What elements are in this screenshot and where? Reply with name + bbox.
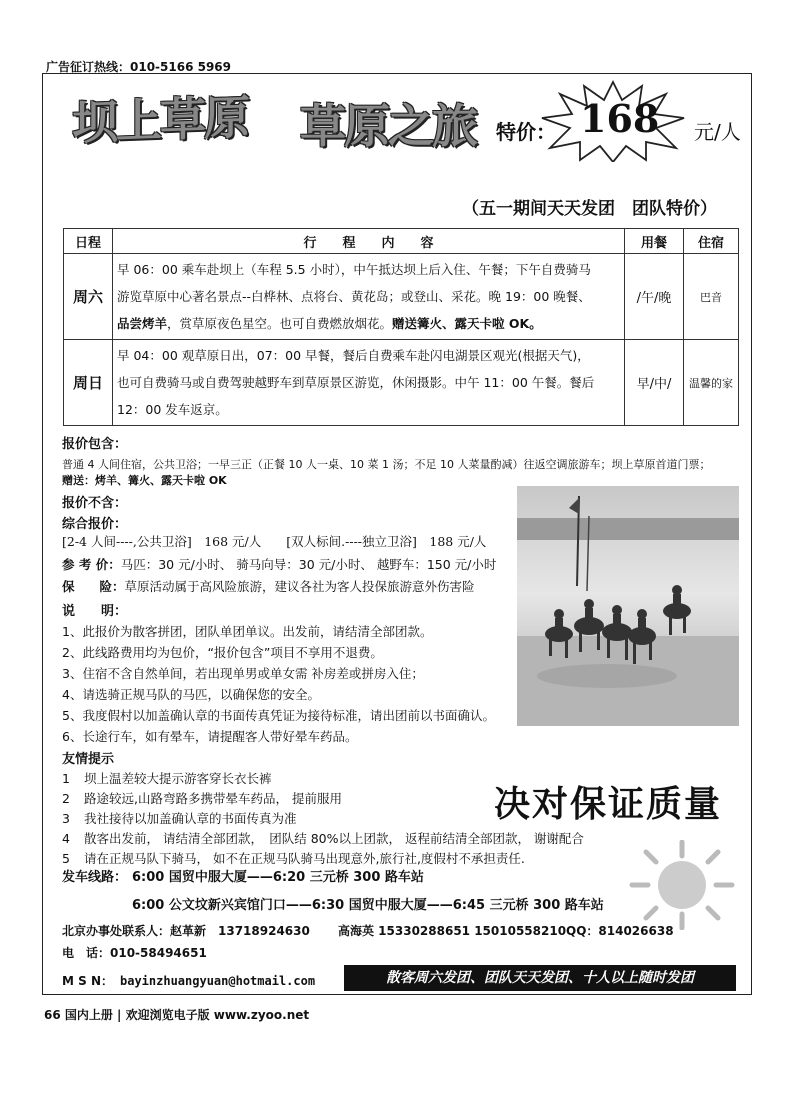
include-text: 普通 4 人间住宿，公共卫浴；一早三正（正餐 10 人一桌、10 菜 1 汤；不足 10 人菜量酌减）往返空调旅游车；坝上草原首道门票；	[62, 458, 711, 471]
insurance	[62, 577, 475, 595]
departure-heading: 发车线路：	[62, 870, 128, 885]
saturday-stay: 巴音	[684, 254, 739, 340]
itinerary-table	[63, 228, 739, 426]
contact-qq: QQ：814026638	[566, 924, 674, 938]
exclude-heading: 报价不含：	[62, 496, 128, 511]
insurance-text: 草原活动属于高风险旅游，建议各社为客人投保旅游意外伤害险	[124, 579, 475, 594]
list-item: 3、住宿不含自然单间，若出现单男或单女需 补房差或拼房入住；	[62, 666, 424, 681]
day-saturday: 周六	[64, 254, 113, 340]
sunday-content	[113, 340, 625, 426]
highlight-bbq: 品尝烤羊	[117, 316, 168, 331]
ref-price	[62, 555, 496, 573]
tip-text: 请在正规马队下骑马， 如不在正规马队骑马出现意外,旅行社,度假村不承担责任.	[84, 851, 525, 866]
content-line: 游览草原中心著名景点--白桦林、点将台、黄花岛；或登山、采花。晚 19：00 晚餐、	[117, 289, 591, 304]
contact-office: 北京办事处联系人：赵革新 13718924630	[62, 924, 310, 938]
tip-number: 3	[62, 811, 70, 826]
sunday-meal: 早/中/	[625, 340, 684, 426]
msn-address[interactable]: bayinzhuangyuan@hotmail.com	[120, 974, 316, 988]
day-sunday: 周日	[64, 340, 113, 426]
table-row	[64, 340, 739, 426]
title-trip: 草原之旅	[300, 99, 476, 153]
notes-heading: 说 明：	[62, 604, 128, 619]
contact-phone: 电 话：010-58494651	[62, 946, 207, 960]
ad-hotline: 广告征订热线：010-5166 5969	[46, 60, 232, 74]
subtitle: （五一期间天天发团 团队特价）	[462, 199, 717, 219]
price-amount: 168	[580, 96, 660, 141]
contact-msn	[62, 972, 315, 989]
list-item: 6、长途行车，如有晕车，请提醒客人带好晕车药品。	[62, 729, 358, 744]
col-stay: 住宿	[684, 229, 739, 254]
tip-text: 坝上温差较大提示游客穿长衣长裤	[84, 771, 272, 786]
tip-number: 4	[62, 831, 70, 846]
ref-price-text: 马匹：30 元/小时、 骑马向导：30 元/小时、 越野车：150 元/小时	[120, 557, 497, 572]
content-line: 也可自费骑马或自费驾驶越野车到草原景区游览，休闲摄影。中午 11：00 午餐。餐后	[117, 375, 595, 390]
list-item	[62, 809, 297, 827]
ref-price-label: 参 考 价：	[62, 557, 121, 572]
departure-banner: 散客周六发团、团队天天发团、十人以上随时发团	[344, 965, 736, 991]
tip-text: 散客出发前， 请结清全部团款， 团队结 80%以上团款， 返程前结清全部团款， 谢谢配合	[84, 831, 584, 846]
departure-route-1: 6:00 国贸中服大厦——6:20 三元桥 300 路车站	[132, 870, 424, 885]
price-label: 特价：	[496, 120, 556, 144]
insurance-label: 保 险：	[62, 579, 125, 594]
quality-slogan: 决对保证质量	[494, 783, 723, 825]
contact-second: 高海英 15330288651 15010558210	[338, 924, 567, 938]
page-footer: 66 国内上册 | 欢迎浏览电子版 www.zyoo.net	[44, 1008, 310, 1022]
price-unit: 元/人	[694, 120, 741, 144]
highlight-bonfire: 赠送篝火、露天卡啦 OK。	[392, 316, 542, 331]
sunday-stay: 温馨的家	[684, 340, 739, 426]
tip-number: 1	[62, 771, 70, 786]
combo-prices: [2-4 人间----,公共卫浴] 168 元/人 [双人标间.----独立卫浴] 188 元/人	[62, 534, 487, 549]
list-item: 1、此报价为散客拼团，团队单团单议。出发前，请结清全部团款。	[62, 624, 433, 639]
content-line: 早 06：00 乘车赴坝上（车程 5.5 小时），中午抵达坝上后入住、午餐；下午自费骑马	[117, 262, 591, 277]
content-line: 早 04：00 观草原日出，07：00 早餐，餐后自费乘车赴闪电湖景区观光(根据天气)，	[117, 348, 590, 363]
tips-heading: 友情提示	[62, 752, 115, 767]
list-item	[62, 829, 584, 847]
tip-text: 我社接待以加盖确认章的书面传真为准	[84, 811, 297, 826]
title-bashang: 坝上草原	[72, 89, 248, 151]
list-item	[62, 849, 525, 867]
content-line: 12：00 发车返京。	[117, 402, 228, 417]
sun-icon	[624, 840, 740, 930]
combo-heading: 综合报价：	[62, 517, 128, 532]
list-item: 4、请选骑正规马队的马匹，以确保您的安全。	[62, 687, 320, 702]
col-meal: 用餐	[625, 229, 684, 254]
saturday-meal: /午/晚	[625, 254, 684, 340]
col-date: 日程	[64, 229, 113, 254]
list-item	[62, 769, 272, 787]
content-text: ，赏草原夜色星空。也可自费燃放烟花。	[167, 316, 393, 331]
col-content: 行 程 内 容	[113, 229, 625, 254]
saturday-content	[113, 254, 625, 340]
horse-riding-photo	[517, 486, 739, 726]
include-gift: 赠送：烤羊、篝火、露天卡啦 OK	[62, 474, 227, 487]
tip-number: 2	[62, 791, 70, 806]
include-heading: 报价包含：	[62, 437, 128, 452]
tip-number: 5	[62, 851, 70, 866]
list-item	[62, 789, 342, 807]
tip-text: 路途较远,山路弯路多携带晕车药品， 提前服用	[84, 791, 342, 806]
msn-label: M S N：	[62, 974, 113, 988]
content-line	[117, 310, 620, 337]
departure-route-2: 6:00 公文坟新兴宾馆门口——6:30 国贸中服大厦——6:45 三元桥 300 路车站	[132, 898, 604, 913]
list-item: 2、此线路费用均为包价，“报价包含”项目不享用不退费。	[62, 645, 383, 660]
table-header	[64, 229, 739, 254]
table-row	[64, 254, 739, 340]
list-item: 5、我度假村以加盖确认章的书面传真凭证为接待标准，请出团前以书面确认。	[62, 708, 495, 723]
